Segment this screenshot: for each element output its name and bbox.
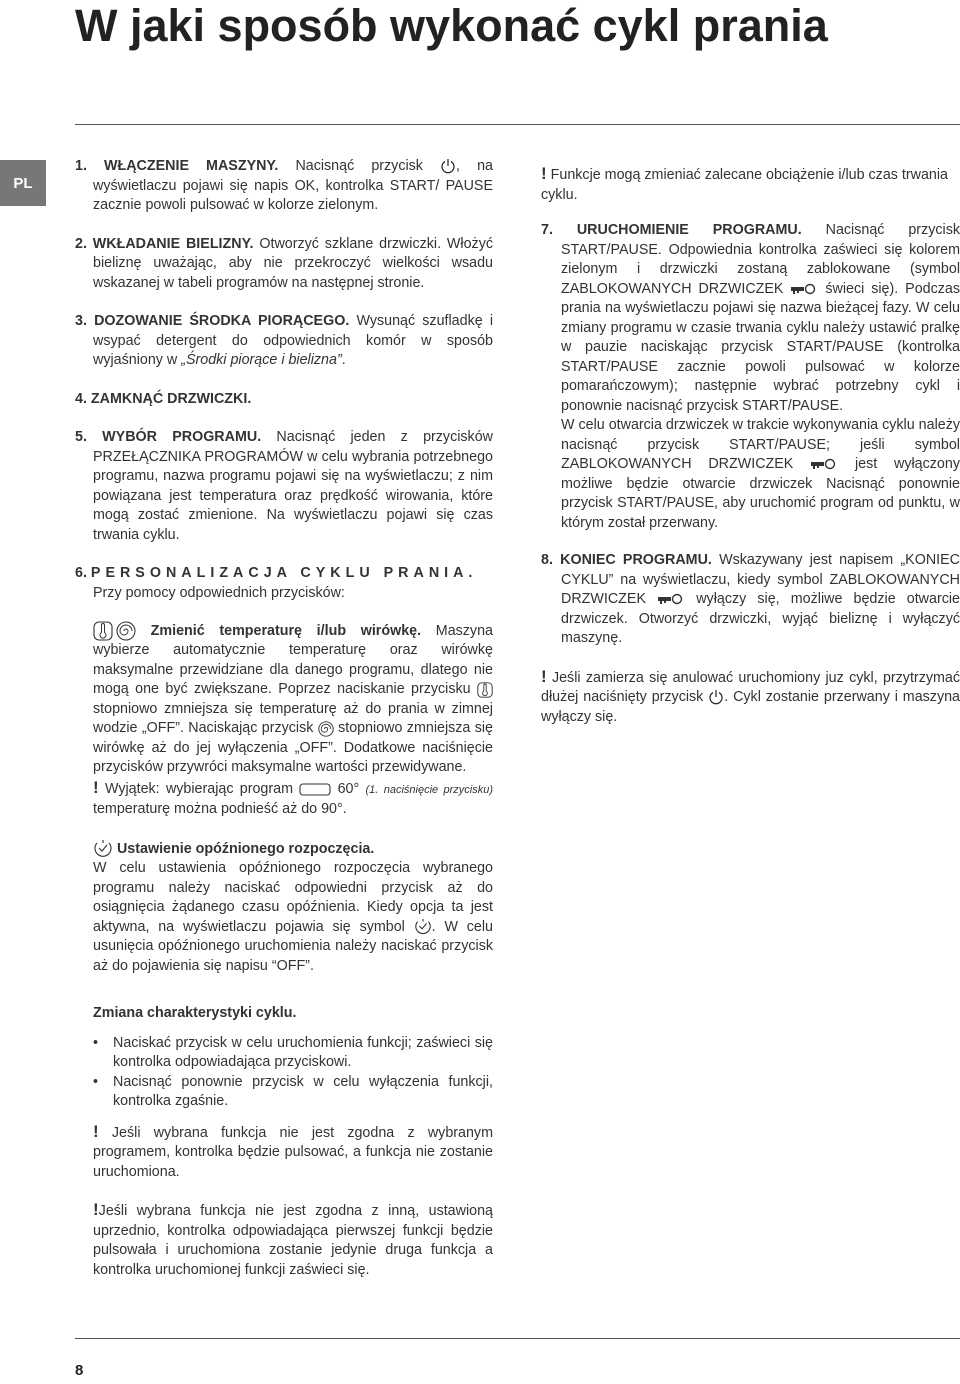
step-4-heading: 4. ZAMKNĄĆ DRZWICZKI. — [75, 390, 252, 407]
temperature-spin-heading: Zmienić temperaturę i/lub wirówkę. — [136, 622, 422, 639]
power-icon — [440, 158, 456, 174]
left-column — [75, 157, 493, 1280]
warning-1: ! Jeśli wybrana funkcja nie jest zgodna z wybranym programem, kontrolka będzie pulsować, a funkcja nie zostanie uruchomiona. — [93, 1121, 493, 1180]
step-2: 2. WKŁADANIE BIELIZNY. Otworzyć szklane drzwiczki. Włożyć bieliznę uważając, aby nie przekroczyć wielkości wsadu wskazanej w tabeli programów na następnej stronie. — [75, 235, 493, 291]
step-1-heading: 1. WŁĄCZENIE MASZYNY. — [75, 158, 279, 174]
step-2-heading: 2. WKŁADANIE BIELIZNY. — [75, 235, 254, 252]
list-item: • Naciskać przycisk w celu uruchomienia funkcji; zaświeci się kontrolka odpowiadająca przyciskowi. — [93, 1034, 493, 1073]
step-7-heading: 7. URUCHOMIENIE PROGRAMU. — [541, 222, 802, 238]
change-list — [75, 1034, 493, 1112]
delay-start-section: Ustawienie opóźnionego rozpoczęcia. W celu ustawienia opóźnionego rozpoczęcia wybranego programu należy naciskać odpowiedni przycisk aż do osiągnięcia żądanego czasu opóźnienia. Kiedy opcja ta jest aktywna, na wyświetlaczu pojawia się symbol . W celu usunięcia opóźnionego uruchomienia należy naciskać przycisk aż do pojawienia się napisu “OFF”. — [93, 840, 493, 974]
step-3-heading: 3. DOZOWANIE ŚRODKA PIORĄCEGO. — [75, 313, 350, 329]
clock-icon — [414, 918, 432, 936]
step-6-heading: PERSONALIZACJA CYKLU PRANIA. — [90, 565, 478, 581]
note-functions: ! Funkcje mogą zmieniać zalecane obciążenie i/lub czas trwania cyklu. — [541, 164, 948, 203]
exclamation-mark: ! — [541, 164, 547, 183]
cancel-note: ! Jeśli zamierza się anulować uruchomiony juz cykl, przytrzymać dłużej naciśnięty przycisk . Cykl zostanie przerwany i maszyna wyłączy się. — [541, 666, 960, 725]
change-heading: Zmiana charakterystyki cyklu. — [93, 1005, 297, 1022]
key-lock-icon — [810, 458, 838, 470]
temperature-spin-section: Zmienić temperaturę i/lub wirówkę. Maszyna wybierze automatycznie temperaturę oraz wirówkę maksymalne przewidziane dla danego programu, dlatego nie mogą one być zwiększane. Poprzez naciskanie przycisku stopniowo zmniejsza się temperaturę aż do prania w zimnej wodzie „OFF”. Naciskając przycisk stopniowo zmniejsza się wirówkę aż do jej wyłączenia „OFF”. Dodatkowe naciśnięcie przycisków przywróci maksymalne wartości przewidywane. ! Wyjątek: wybierając program 60° (1. naciśnięcie przycisku) temperaturę można podnieść aż do 90°. — [93, 622, 493, 818]
step-8: 8. KONIEC PROGRAMU. Wskazywany jest napisem „KONIEC CYKLU” na wyświetlaczu, kiedy symbol ZABLOKOWANYCH DRZWICZEK wyłączy się, możliwe będzie otwarcie drzwiczek. Otworzyć drzwiczki, wyjąć bieliznę i wyłączyć maszynę. — [541, 552, 960, 646]
exclamation-mark: ! — [541, 666, 547, 686]
step-4 — [75, 390, 493, 410]
list-item: • Nacisnąć ponownie przycisk w celu wyłączenia funkcji, kontrolka zgaśnie. — [93, 1073, 493, 1112]
exclamation-mark: ! — [93, 1200, 99, 1220]
program-icon — [299, 783, 331, 796]
right-column — [541, 164, 960, 727]
step-6-sub: Przy pomocy odpowiednich przycisków: — [93, 584, 345, 601]
spin-icon — [116, 621, 136, 641]
language-tab: PL — [0, 160, 46, 206]
key-lock-icon — [657, 593, 685, 605]
clock-icon — [93, 839, 113, 859]
warning-2: !Jeśli wybrana funkcja nie jest zgodna z inną, ustawioną uprzednio, kontrolka odpowiadająca pierwszej funkcji będzie pulsowała i uruchomiona zostanie jedynie druga funkcja a kontrolka uruchomionej funkcji zaświeci się. — [93, 1200, 493, 1278]
exclamation-mark: ! — [93, 1121, 99, 1141]
step-7: 7. URUCHOMIENIE PROGRAMU. Nacisnąć przycisk START/PAUSE. Odpowiednia kontrolka zaświeci się kolorem zielonym i drzwiczki zostaną zablokowane (symbol ZABLOKOWANYCH DRZWICZEK świeci się). Podczas prania na wyświetlaczu pojawi się nazwa bieżącej fazy. W celu zmiany programu w czasie trwania cyklu należy ustawić pralkę w pauzie naciskając przycisk START/PAUSE (kontrolka START/PAUSE zacznie powoli pulsować w kolorze pomarańczowym); następnie wybrać potrzebny cykl i ponownie nacisnąć przycisk START/PAUSE. W celu otwarcia drzwiczek w trakcie wykonywania cyklu należy nacisnąć przycisk START/PAUSE; jeśli symbol ZABLOKOWANYCH DRZWICZEK jest wyłączony możliwe będzie otwarcie drzwiczek Nacisnąć ponownie przycisk START/PAUSE, aby uruchomić program od punktu, w którym został przerwany. — [541, 222, 960, 531]
key-lock-icon — [790, 283, 818, 295]
step-1: 1. WŁĄCZENIE MASZYNY. Nacisnąć przycisk , na wyświetlaczu pojawi się napis OK, kontrolka START/ PAUSE zacznie powoli pulsować w kolorze zielonym. — [75, 158, 493, 213]
footer-rule — [75, 1338, 960, 1339]
page-title: W jaki sposób wykonać cykl prania — [75, 0, 828, 51]
exclamation-mark: ! — [93, 777, 99, 797]
thermometer-icon — [93, 621, 113, 641]
step-8-heading: 8. KONIEC PROGRAMU. — [541, 552, 712, 568]
delay-start-heading: Ustawienie opóźnionego rozpoczęcia. — [113, 840, 375, 857]
step-5-heading: 5. WYBÓR PROGRAMU. — [75, 429, 262, 445]
spin-icon — [318, 721, 334, 737]
step-6: 6. PERSONALIZACJA CYKLU PRANIA. Przy pomocy odpowiednich przycisków: — [75, 565, 478, 601]
step-3: 3. DOZOWANIE ŚRODKA PIORĄCEGO. Wysunąć szufladkę i wsypać detergent do odpowiednich komór w sposób wyjaśniony w „Środki piorące i bielizna”. — [75, 313, 493, 368]
thermometer-icon — [477, 682, 493, 698]
page-number: 8 — [75, 1362, 84, 1379]
power-icon — [708, 689, 724, 705]
step-5: 5. WYBÓR PROGRAMU. Nacisnąć jeden z przycisków PRZEŁĄCZNIKA PROGRAMÓW w celu wybrania potrzebnego programu, nazwa programu pojawi się na wyświetlaczu; z nim powiązana jest temperatura oraz prędkość wirowania, które mogą zostać zmienione. Na wyświetlaczu pojawi się czas trwania cyklu. — [75, 429, 493, 543]
title-rule — [75, 124, 960, 125]
